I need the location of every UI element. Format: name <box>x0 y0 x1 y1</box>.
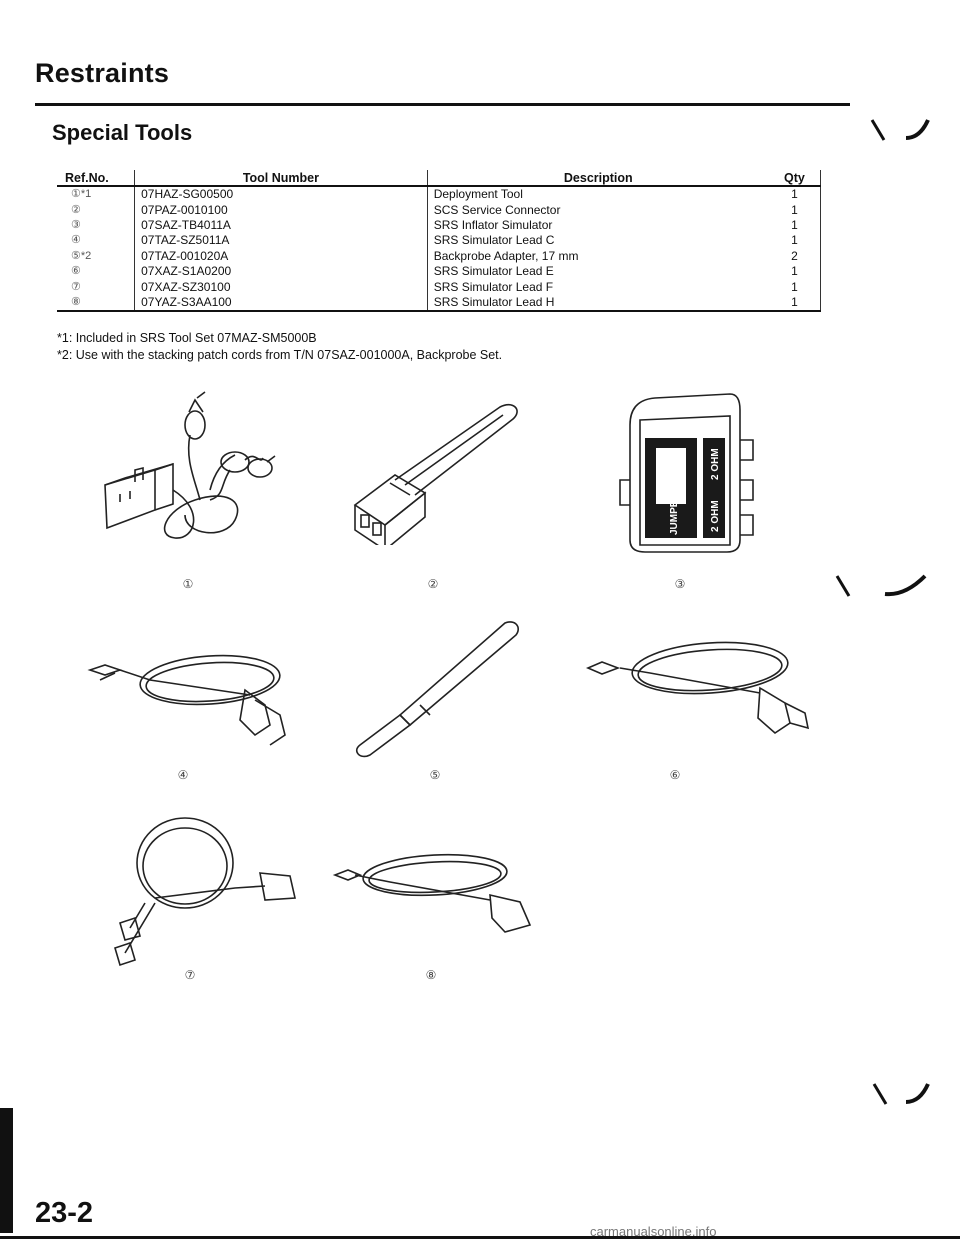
title-rule <box>35 103 850 106</box>
tool-number-cell: 07TAZ-SZ5011A <box>135 233 428 248</box>
ref-cell: ⑥ <box>71 265 81 278</box>
figure-caption-2: ② <box>427 577 439 591</box>
qty-cell: 1 <box>769 295 821 311</box>
figure-caption-4: ④ <box>177 768 189 782</box>
inflator-label-2ohm-a: 2 OHM <box>710 500 721 532</box>
edge-mark-middle <box>835 572 945 602</box>
edge-mark-top <box>870 116 940 146</box>
tool-number-cell: 07XAZ-S1A0200 <box>135 264 428 279</box>
table-row <box>57 186 821 202</box>
page-number: 23-2 <box>35 1197 94 1229</box>
tool-number-cell: 07YAZ-S3AA100 <box>135 295 428 311</box>
column-header-qty: Qty <box>769 170 821 186</box>
inflator-simulator-illustration <box>615 380 755 565</box>
figure-caption-7: ⑦ <box>184 968 196 982</box>
description-cell: SRS Simulator Lead F <box>427 279 769 294</box>
description-cell: SRS Simulator Lead H <box>427 295 769 311</box>
ref-cell: ④ <box>71 234 81 247</box>
table-row <box>57 233 821 248</box>
ref-cell: ①*1 <box>71 188 92 201</box>
column-header-tool-number: Tool Number <box>135 170 428 186</box>
qty-cell: 1 <box>769 233 821 248</box>
ref-cell: ③ <box>71 218 81 231</box>
bottom-rule <box>0 1236 960 1239</box>
ref-cell: ⑦ <box>71 280 81 293</box>
description-cell: SRS Inflator Simulator <box>427 218 769 233</box>
ref-cell: ② <box>71 203 81 216</box>
tool-number-cell: 07HAZ-SG00500 <box>135 186 428 202</box>
description-cell: SRS Simulator Lead C <box>427 233 769 248</box>
watermark: carmanualsonline.info <box>590 1224 717 1239</box>
description-cell: SCS Service Connector <box>427 202 769 217</box>
table-row <box>57 218 821 233</box>
tool-number-cell: 07SAZ-TB4011A <box>135 218 428 233</box>
table-row <box>57 249 821 264</box>
figure-caption-6: ⑥ <box>669 768 681 782</box>
table-header-row <box>57 170 821 186</box>
scs-service-connector-illustration <box>335 385 535 545</box>
edge-mark-bottom <box>872 1080 942 1110</box>
section-tab-marker <box>0 1108 13 1233</box>
qty-cell: 1 <box>769 186 821 202</box>
qty-cell: 1 <box>769 202 821 217</box>
qty-cell: 1 <box>769 264 821 279</box>
inflator-label-jumper: JUMPER <box>669 493 680 535</box>
tool-number-cell: 07PAZ-0010100 <box>135 202 428 217</box>
section-title: Restraints <box>35 58 170 88</box>
simulator-lead-e-illustration <box>580 628 820 748</box>
qty-cell: 2 <box>769 249 821 264</box>
qty-cell: 1 <box>769 279 821 294</box>
backprobe-adapter-illustration <box>330 615 530 765</box>
simulator-lead-f-illustration <box>95 808 305 973</box>
table-row <box>57 279 821 294</box>
tool-number-cell: 07XAZ-SZ30100 <box>135 279 428 294</box>
simulator-lead-h-illustration <box>330 840 550 950</box>
table-row <box>57 202 821 217</box>
table-row <box>57 264 821 279</box>
simulator-lead-c-illustration <box>80 625 300 755</box>
ref-cell: ⑧ <box>57 295 135 311</box>
tool-number-cell: 07TAZ-001020A <box>135 249 428 264</box>
column-header-ref: Ref.No. <box>57 170 135 186</box>
description-cell: Backprobe Adapter, 17 mm <box>427 249 769 264</box>
figure-caption-8: ⑧ <box>425 968 437 982</box>
description-cell: SRS Simulator Lead E <box>427 264 769 279</box>
figure-caption-1: ① <box>182 577 194 591</box>
figure-caption-5: ⑤ <box>429 768 441 782</box>
special-tools-table <box>57 170 821 312</box>
qty-cell: 1 <box>769 218 821 233</box>
ref-cell: ⑤*2 <box>71 249 92 262</box>
subsection-title: Special Tools <box>52 120 193 145</box>
inflator-label-2ohm-b: 2 OHM <box>710 448 721 480</box>
table-row <box>57 295 821 311</box>
description-cell: Deployment Tool <box>427 186 769 202</box>
footnote-1: *1: Included in SRS Tool Set 07MAZ-SM5000B <box>57 331 317 345</box>
figure-caption-3: ③ <box>674 577 686 591</box>
footnote-2: *2: Use with the stacking patch cords from T/N 07SAZ-001000A, Backprobe Set. <box>57 348 503 362</box>
deployment-tool-illustration <box>85 390 285 550</box>
column-header-description: Description <box>427 170 769 186</box>
